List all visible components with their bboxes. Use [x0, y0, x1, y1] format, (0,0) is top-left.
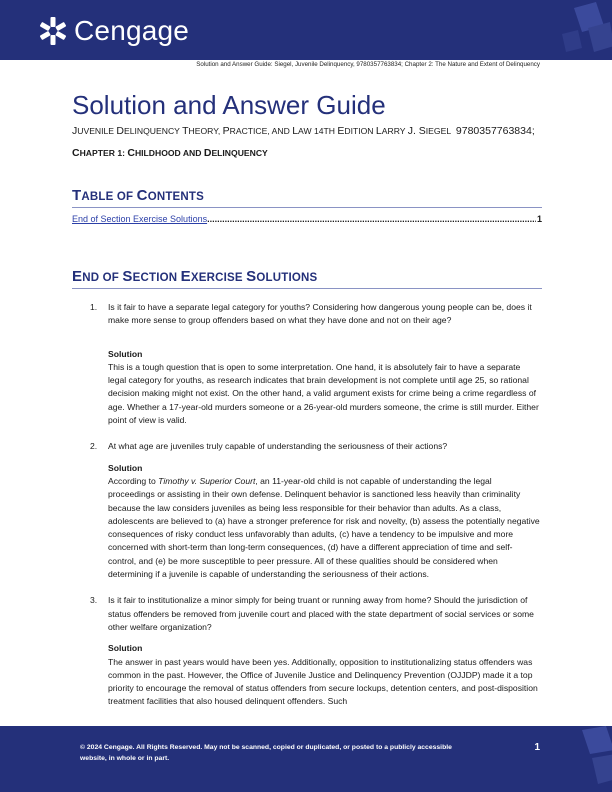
footer: [0, 726, 612, 792]
book-subtitle: JUVENILE DELINQUENCY THEORY, PRACTICE, AND LAW 14TH EDITION LARRY J. SIEGEL 9780357763834;: [72, 125, 535, 137]
isbn: 9780357763834;: [455, 125, 535, 137]
exercise-list: [72, 301, 542, 709]
header-decoration-icon: [552, 0, 612, 60]
copyright-notice: © 2024 Cengage. All Rights Reserved. May not be scanned, copied or duplicated, or posted to a publicly accessible website, in whole or in part.: [80, 744, 452, 762]
toc-leader: [207, 214, 536, 224]
solution-text: According to Timothy v. Superior Court, an 11-year-old child is not capable of understanding the legal proceedings or assisting in their own defense. Delinquent behavior is sanctioned less heavily than criminality because the law considers juveniles as being less responsible for their behavior than adults. As a class, adolescents are believed to (a) have a stronger preference for risk and novelty, (b) assess the potentially negative consequences of risky conduct less unfavorably than adults, (c) have a tendency to be impulsive and more concerned with short-term than long-term consequences, (d) have a different appreciation of time and self-control, and (e) be more susceptible to peer pressure. All of these qualities should be considered when determining if a juvenile is capable of understanding the seriousness of their actions.: [108, 475, 540, 580]
exercises-heading: END OF SECTION EXERCISE SOLUTIONS: [72, 268, 542, 289]
solution-label: Solution: [108, 462, 143, 473]
toc-heading: TABLE OF CONTENTS: [72, 187, 542, 208]
exercise-question: Is it fair to have a separate legal category for youths? Considering how dangerous young people can be, does it make more sense to group offenders based on what they have done and not on their age?: [108, 302, 532, 326]
exercise-question: Is it fair to institutionalize a minor simply for being truant or running away from home? Should the jurisdiction of status offenders be removed from juvenile court and placed with the state department of social services or some other welfare organization?: [108, 595, 534, 632]
case-citation: Timothy v. Superior Court: [158, 475, 256, 486]
exercise-question: At what age are juveniles truly capable of understanding the seriousness of their actions?: [108, 441, 448, 452]
solution-label: Solution: [108, 643, 143, 654]
footer-decoration-icon: [562, 726, 612, 792]
page-number: 1: [534, 742, 540, 753]
header-banner: [0, 0, 612, 60]
solution-label: Solution: [108, 348, 143, 359]
exercise-item: [72, 301, 542, 427]
brand-name: Cengage: [74, 15, 190, 46]
exercise-number: 3.: [90, 595, 98, 606]
cengage-star-icon: [38, 16, 68, 46]
exercise-number: 1.: [90, 302, 98, 312]
chapter-heading: CHAPTER 1: CHILDHOOD AND DELINQUENCY: [72, 147, 268, 159]
solution-text: The answer in past years would have been yes. Additionally, opposition to institutionalizing status offenders was common in the past. However, the Office of Juvenile Justice and Delinquency Prevention (OJJDP) made it a top priority to encourage the removal of status offenders from secure lockups, detention centers, and post-disposition treatment facilities that also housed delinquent offenders. Such: [108, 656, 538, 707]
cengage-logo: [38, 14, 189, 48]
running-head: Solution and Answer Guide: Siegel, Juvenile Delinquency, 9780357763834; Chapter 2: The Nature and Extent of Delinquency: [196, 61, 540, 68]
exercise-item: [72, 440, 542, 581]
solution-text: This is a tough question that is open to some interpretation. One hand, it is absolutely fair to have a separate legal category for youths, as research indicates that brain development is not complete until age 25, so rational decision making might not exist. On the other hand, a valid argument exists for crime being a crime regardless of age. Whether a 17-year-old murders someone or a 26-year-old murders someone, the crime is still murder. Either point of view is valid.: [108, 361, 539, 426]
toc-entry[interactable]: [72, 214, 542, 224]
exercise-item: [72, 594, 542, 708]
toc-entry-page: 1: [536, 214, 542, 224]
toc-entry-link[interactable]: End of Section Exercise Solutions: [72, 214, 208, 224]
exercise-number: 2.: [90, 441, 98, 452]
page-title: Solution and Answer Guide: [72, 90, 386, 120]
document-body: [72, 88, 542, 709]
